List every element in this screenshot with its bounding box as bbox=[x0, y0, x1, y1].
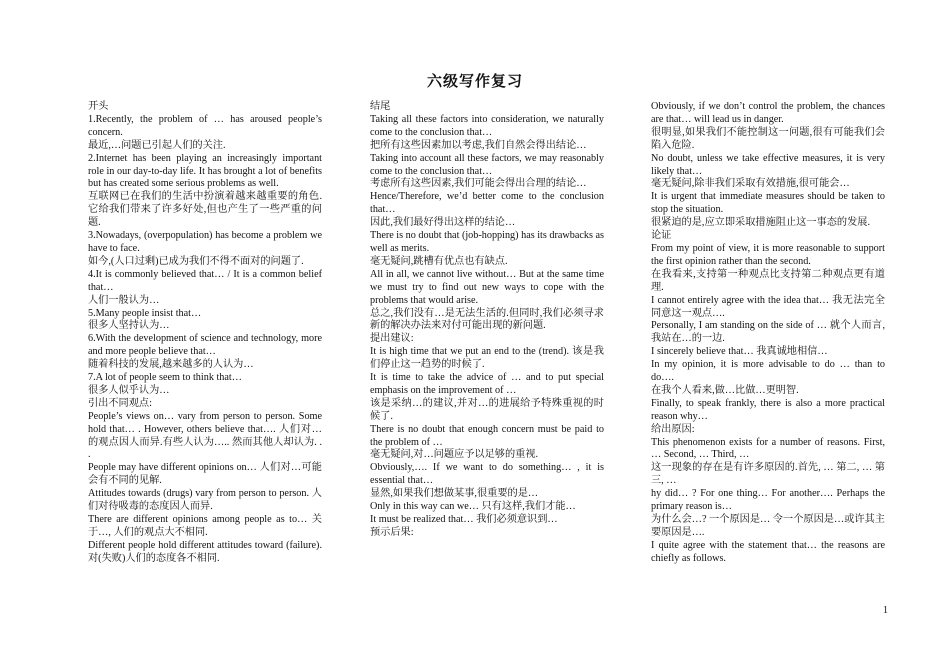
paragraph: 毫无疑问,除非我们采取有效措施,很可能会… bbox=[651, 178, 850, 190]
paragraph: 在我看来,支持第一种观点比支持第二种观点更有道理. bbox=[651, 268, 885, 293]
paragraph: From my point of view, it is more reasonable to support the first opinion rather than the second. bbox=[651, 242, 885, 267]
paragraph: 7.A lot of people seem to think that… bbox=[88, 372, 242, 384]
paragraph: 人们一般认为… bbox=[88, 294, 160, 306]
paragraph: 提出建议: bbox=[370, 333, 414, 345]
paragraph: 3.Nowadays, (overpopulation) has become a problem we have to face. bbox=[88, 230, 322, 254]
paragraph: 最近,…问题已引起人们的关注. bbox=[88, 139, 226, 151]
paragraph: 考虑所有这些因素,我们可能会得出合理的结论… bbox=[370, 178, 587, 190]
paragraph: 1.Recently, the problem of … has aroused people’s concern. bbox=[88, 113, 322, 138]
paragraph: 很多人似乎认为… bbox=[88, 384, 170, 396]
paragraph: People may have different opinions on… 人们对…可能会有不同的见解. bbox=[88, 462, 322, 487]
paragraph: 毫无疑问,对…问题应予以足够的重视. bbox=[370, 449, 539, 461]
paragraph: Taking all these factors into consideration, we naturally come to the conclusion that… bbox=[370, 113, 604, 138]
paragraph: 随着科技的发展,越来越多的人认为… bbox=[88, 359, 254, 371]
paragraph: Only in this way can we… 只有这样,我们才能… bbox=[370, 501, 576, 513]
paragraph: It is high time that we put an end to the (trend). 该是我们停止这一趋势的时候了. bbox=[370, 346, 604, 371]
paragraph: 引出不同观点: bbox=[88, 397, 152, 409]
paragraph: There are different opinions among people as to… 关于…, 人们的观点大不相同. bbox=[88, 514, 322, 538]
paragraph: 如今,(人口过剩)已成为我们不得不面对的问题了. bbox=[88, 255, 304, 267]
page-number: 1 bbox=[883, 605, 888, 616]
paragraph: 这一现象的存在是有许多原因的.首先, … 第二, … 第三, … bbox=[651, 462, 885, 487]
paragraph: 总之,我们没有…是无法生活的.但同时,我们必须寻求新的解决办法来对付可能出现的新问题. bbox=[370, 307, 604, 332]
paragraph: It is urgent that immediate measures should be taken to stop the situation. bbox=[651, 191, 885, 216]
paragraph: 显然,如果我们想做某事,很重要的是… bbox=[370, 488, 539, 500]
paragraph: hy did… ? For one thing… For another…. Perhaps the primary reason is… bbox=[651, 488, 885, 513]
paragraph: Taking into account all these factors, we may reasonably come to the conclusion that… bbox=[370, 152, 604, 177]
column-middle bbox=[370, 101, 604, 540]
paragraph: 为什么会…? 一个原因是… 令一个原因是…或许其主要原因是…. bbox=[651, 514, 885, 538]
paragraph: Obviously, if we don’t control the problem, the chances are that… will lead us in danger. bbox=[651, 101, 885, 125]
paragraph: There is no doubt that (job-hopping) has its drawbacks as well as merits. bbox=[370, 230, 604, 254]
paragraph: 开头 bbox=[88, 101, 109, 112]
paragraph: People’s views on… vary from person to person. Some hold that… . However, others believe that…. 人们对…的观点因人而异.有些人认为….. 然而其他人却认为. . . bbox=[88, 410, 322, 461]
paragraph: 毫无疑问,跳槽有优点也有缺点. bbox=[370, 255, 508, 267]
column-right bbox=[651, 101, 885, 566]
paragraph: 预示后果: bbox=[370, 526, 414, 538]
paragraph: I sincerely believe that… 我真诚地相信… bbox=[651, 346, 828, 358]
paragraph: 论证 bbox=[651, 230, 672, 242]
paragraph: Personally, I am standing on the side of … 就个人而言,我站在…的一边. bbox=[651, 320, 885, 345]
paragraph: I cannot entirely agree with the idea that… 我无法完全同意这一观点…. bbox=[651, 294, 885, 319]
paragraph: This phenomenon exists for a number of reasons. First, … Second, … Third, … bbox=[651, 436, 885, 461]
paragraph: There is no doubt that enough concern must be paid to the problem of … bbox=[370, 423, 604, 448]
paragraph: All in all, we cannot live without… But at the same time we must try to find out new ways to cope with the problems that would arise. bbox=[370, 268, 604, 306]
paragraph: 因此,我们最好得出这样的结论… bbox=[370, 217, 516, 229]
paragraph: 很多人坚持认为… bbox=[88, 320, 170, 332]
paragraph: Different people hold different attitudes toward (failure). 对(失败)人们的态度各不相同. bbox=[88, 539, 322, 564]
paragraph: 把所有这些因素加以考虑,我们自然会得出结论… bbox=[370, 139, 587, 151]
paragraph: 很明显,如果我们不能控制这一问题,很有可能我们会陷入危险. bbox=[651, 126, 885, 151]
paragraph: 互联网已在我们的生活中扮演着越来越重要的角色.它给我们带来了许多好处,但也产生了一些严重的问题. bbox=[88, 191, 322, 229]
paragraph: Obviously,…. If we want to do something… , it is essential that… bbox=[370, 462, 604, 487]
paragraph: Finally, to speak frankly, there is also a more practical reason why… bbox=[651, 397, 885, 422]
paragraph: 4.It is commonly believed that… / It is a common belief that… bbox=[88, 268, 322, 293]
paragraph: 5.Many people insist that… bbox=[88, 307, 202, 319]
paragraph: 很紧迫的是,应立即采取措施阻止这一事态的发展. bbox=[651, 217, 871, 229]
paragraph: 给出原因: bbox=[651, 423, 695, 435]
paragraph: It must be realized that… 我们必须意识到… bbox=[370, 514, 558, 525]
paragraph: In my opinion, it is more advisable to do … than to do…. bbox=[651, 359, 885, 384]
paragraph: 结尾 bbox=[370, 101, 391, 112]
page-title: 六级写作复习 bbox=[426, 72, 523, 90]
paragraph: Attitudes towards (drugs) vary from person to person. 人们对待吸毒的态度因人而异. bbox=[88, 488, 322, 513]
paragraph: It is time to take the advice of … and to put special emphasis on the improvement of … bbox=[370, 372, 604, 396]
column-left bbox=[88, 101, 322, 566]
paragraph: 该是采纳…的建议,并对…的进展给予特殊重视的时候了. bbox=[370, 397, 604, 422]
paragraph: I quite agree with the statement that… the reasons are chiefly as follows. bbox=[651, 539, 885, 564]
paragraph: 2.Internet has been playing an increasingly important role in our day-to-day life. It has brought a lot of benefits but has created some serious problems as well. bbox=[88, 152, 322, 190]
paragraph: No doubt, unless we take effective measures, it is very likely that… bbox=[651, 152, 885, 177]
paragraph: Hence/Therefore, we’d better come to the conclusion that… bbox=[370, 191, 604, 216]
paragraph: 6.With the development of science and technology, more and more people believe that… bbox=[88, 333, 322, 358]
paragraph: 在我个人看来,做…比做…更明智. bbox=[651, 384, 799, 396]
